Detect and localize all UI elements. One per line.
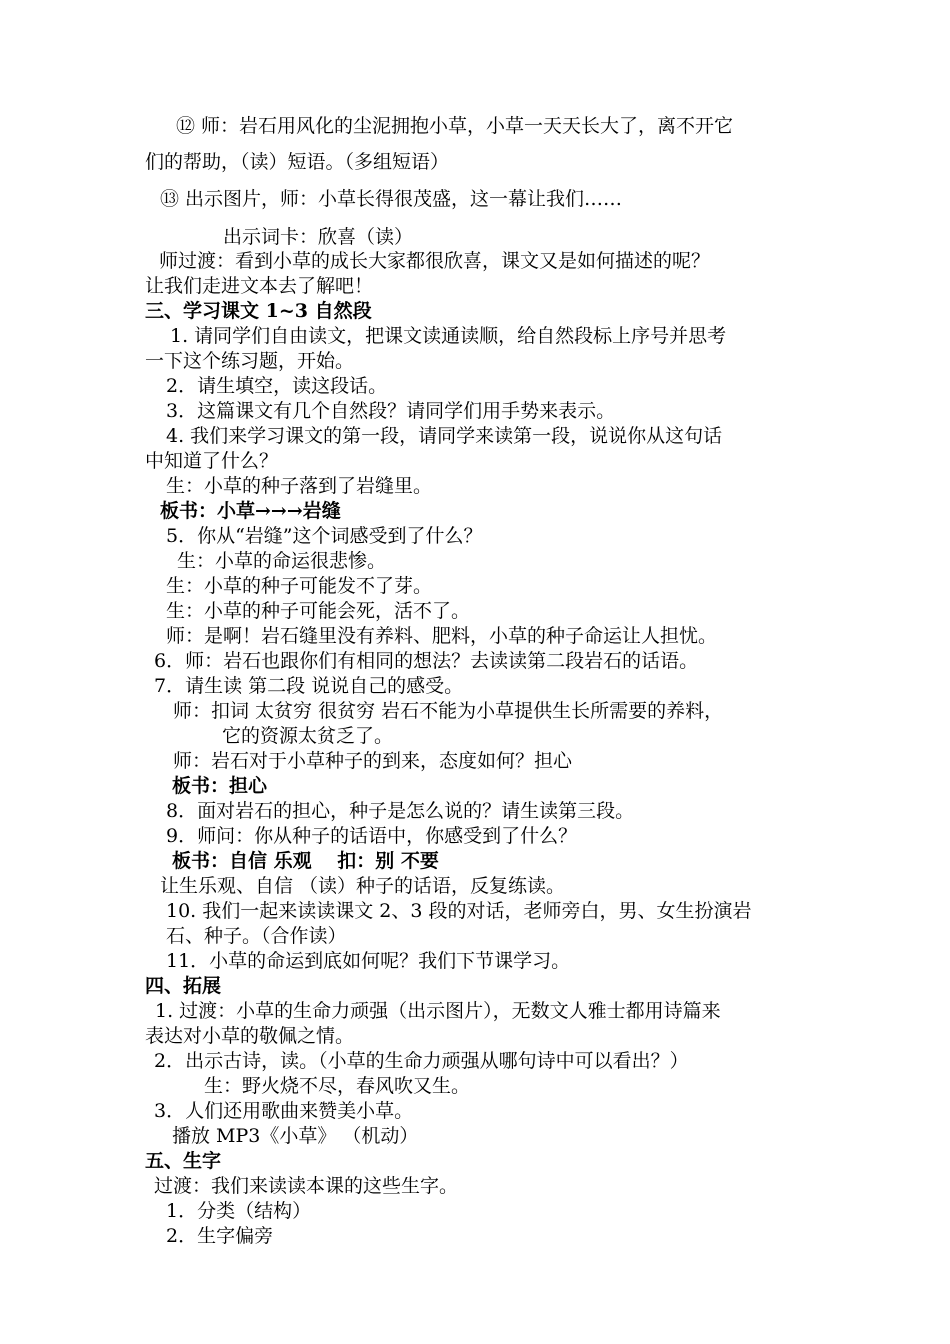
text-line: 8．面对岩石的担心，种子是怎么说的？请生读第三段。 (166, 800, 635, 822)
text-line: 播放 MP3《小草》 （机动） (172, 1125, 419, 1147)
board-note: 板书：小草→→→岩缝 (160, 500, 341, 522)
text-line: 师：扣词 太贫穷 很贫穷 岩石不能为小草提供生长所需要的养料， (173, 700, 724, 722)
text-line: 中知道了什么？ (145, 450, 279, 472)
text-line: 生：野火烧不尽，春风吹又生。 (204, 1075, 471, 1097)
text-line: 让我们走进文本去了解吧！ (145, 275, 374, 297)
text-line: 9．师问：你从种子的话语中，你感受到了什么？ (166, 825, 578, 847)
text-line: 一下这个练习题，开始。 (145, 350, 355, 372)
section-heading: 三、学习课文 1~3 自然段 (145, 300, 372, 322)
text-line: 2．请生填空，读这段话。 (166, 375, 388, 397)
board-note: 板书：担心 (172, 775, 268, 797)
text-line: 2．出示古诗，读。（小草的生命力顽强从哪句诗中可以看出？） (154, 1050, 689, 1072)
board-note: 板书：自信 乐观 扣：别 不要 (172, 850, 439, 872)
text-line: 3．人们还用歌曲来赞美小草。 (154, 1100, 414, 1122)
text-line: 师过渡：看到小草的成长大家都很欣喜，课文又是如何描述的呢？ (159, 250, 711, 272)
text-line: 生：小草的命运很悲惨。 (177, 550, 387, 572)
text-line: 7．请生读 第二段 说说自己的感受。 (154, 675, 464, 697)
text-line: 1. 请同学们自由读文，把课文读通读顺，给自然段标上序号并思考 (170, 325, 727, 347)
text-line: 它的资源太贫乏了。 (222, 725, 394, 747)
text-line: 2．生字偏旁 (166, 1225, 274, 1247)
text-line: 10. 我们一起来读读课文 2、3 段的对话，老师旁白，男、女生扮演岩 (166, 900, 752, 922)
text-line: 石、种子。（合作读） (166, 925, 347, 947)
text-line: 出示词卡：欣喜（读） (223, 226, 414, 248)
text-line: 让生乐观、自信 （读）种子的话语，反复练读。 (160, 875, 566, 897)
text-line: 师：是啊！岩石缝里没有养料、肥料，小草的种子命运让人担忧。 (166, 625, 718, 647)
text-line: 师：岩石对于小草种子的到来，态度如何？担心 (173, 750, 573, 772)
text-line: 生：小草的种子可能发不了芽。 (166, 575, 433, 597)
text-line: 们的帮助，（读）短语。（多组短语） (145, 151, 450, 173)
text-line: ⑫ 师：岩石用风化的尘泥拥抱小草，小草一天天长大了，离不开它 (176, 115, 734, 137)
text-line: 生：小草的种子可能会死，活不了。 (166, 600, 471, 622)
text-line: 过渡：我们来读读本课的这些生字。 (154, 1175, 459, 1197)
section-heading: 五、生字 (145, 1150, 222, 1172)
text-line: 3．这篇课文有几个自然段？请同学们用手势来表示。 (166, 400, 616, 422)
text-line: 1．分类（结构） (166, 1200, 312, 1222)
text-line: ⑬ 出示图片，师：小草长得很茂盛，这一幕让我们…… (160, 188, 623, 210)
text-line: 生：小草的种子落到了岩缝里。 (166, 475, 433, 497)
text-line: 6．师：岩石也跟你们有相同的想法？去读读第二段岩石的话语。 (154, 650, 699, 672)
text-line: 表达对小草的敬佩之情。 (145, 1025, 355, 1047)
text-line: 5．你从“岩缝”这个词感受到了什么？ (166, 525, 483, 547)
text-line: 1. 过渡：小草的生命力顽强（出示图片），无数文人雅士都用诗篇来 (155, 1000, 721, 1022)
text-line: 4. 我们来学习课文的第一段，请同学来读第一段，说说你从这句话 (166, 425, 723, 447)
section-heading: 四、拓展 (145, 975, 222, 997)
text-line: 11．小草的命运到底如何呢？我们下节课学习。 (166, 950, 571, 972)
